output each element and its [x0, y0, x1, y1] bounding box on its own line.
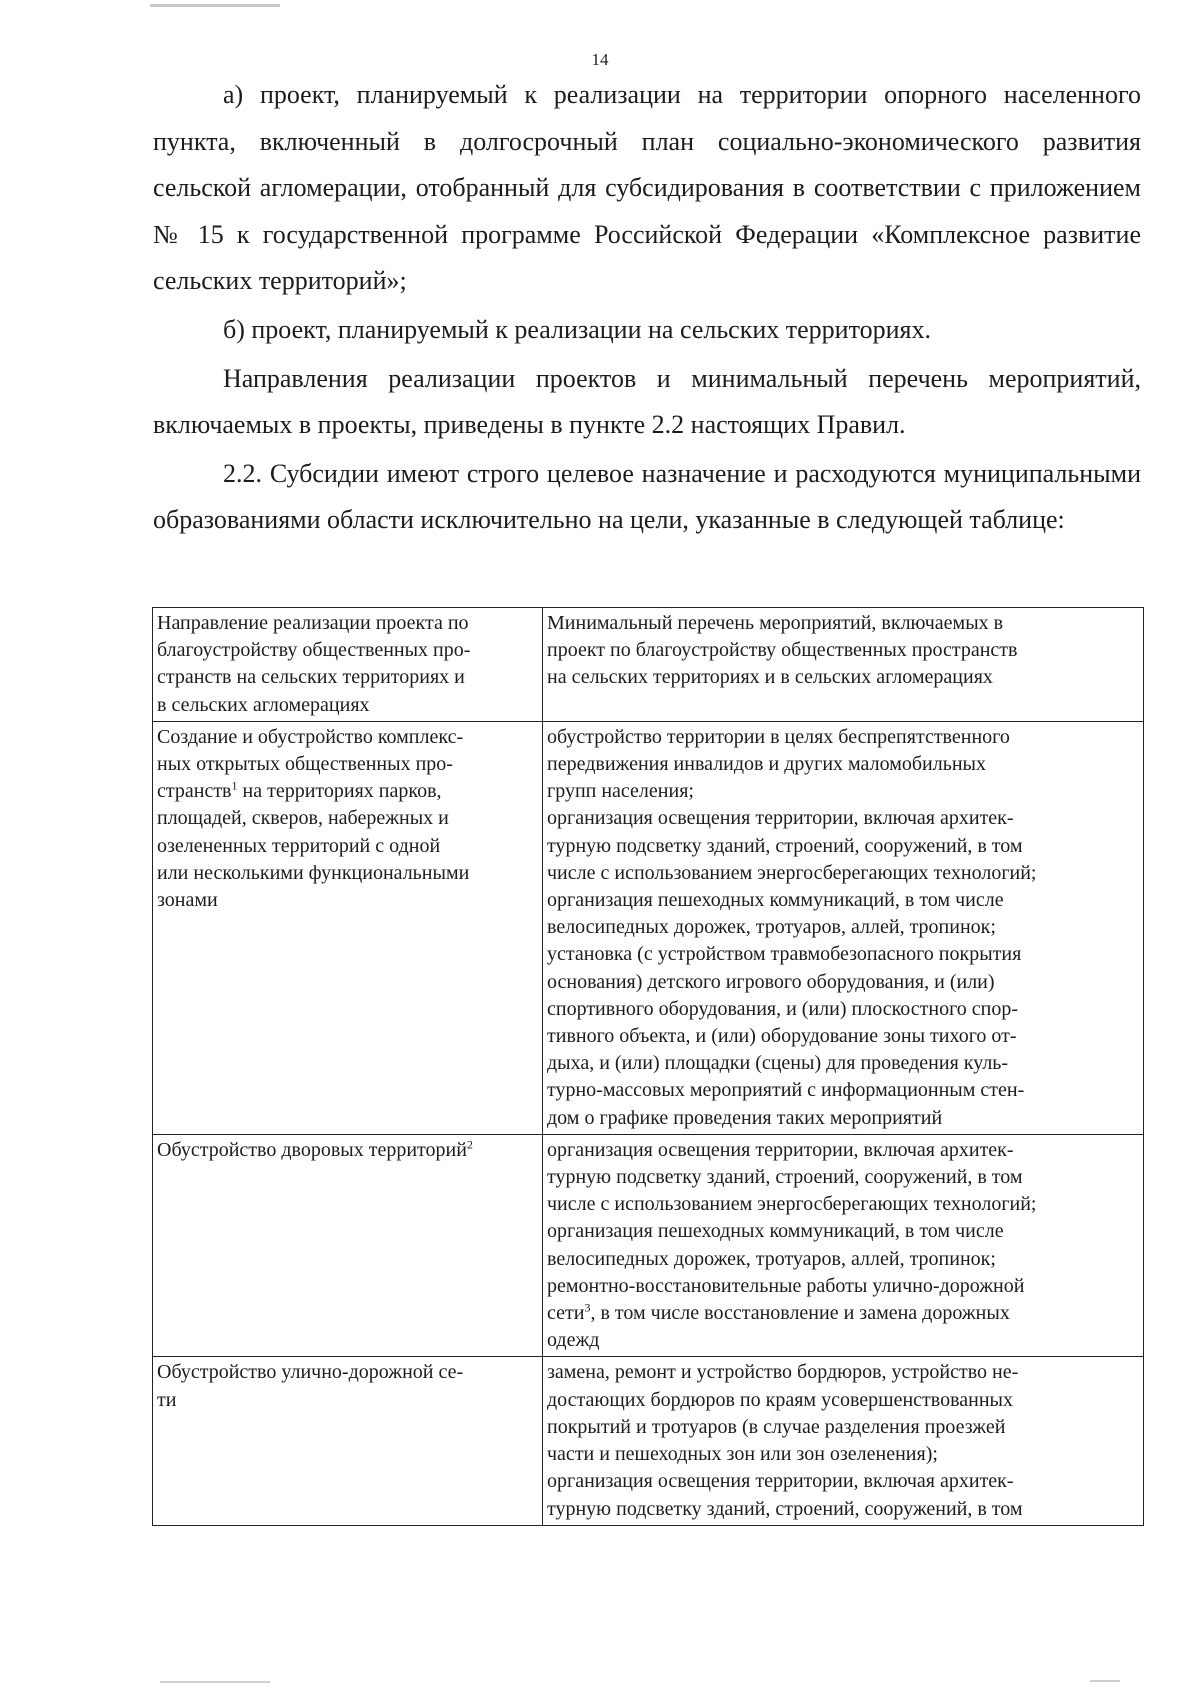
measures-line: организация освещения территории, включая архитек- — [547, 807, 1014, 830]
table-row — [153, 1357, 1144, 1525]
body-text — [153, 72, 1141, 546]
footnote-marker: 1 — [231, 778, 238, 793]
paragraph-b: б) проект, планируемый к реализации на сельских территориях. — [223, 314, 931, 344]
measures-line: передвижения инвалидов и других маломобильных — [547, 753, 986, 776]
measures-line: достающих бордюров по краям усовершенствованных — [547, 1388, 1013, 1411]
measures-line: велосипедных дорожек, тротуаров, аллей, тропинок; — [547, 1247, 996, 1270]
page-number: 14 — [591, 50, 609, 69]
measures-cell — [543, 721, 1144, 1134]
direction-text: на территориях парков, — [242, 780, 442, 803]
measures-line: организация пешеходных коммуникаций, в том числе — [547, 1220, 1004, 1243]
measures-line: дыха, и (или) площадки (сцены) для проведения куль- — [547, 1052, 1009, 1075]
paragraph-2-2: 2.2. Субсидии имеют строго целевое назначение и расходуются муниципальными образованиями области исключительно на цели, указанные в следующей таблице: — [153, 458, 1141, 535]
measures-line: покрытий и тротуаров (в случае разделения проезжей — [547, 1415, 1006, 1438]
measures-line: велосипедных дорожек, тротуаров, аллей, тропинок; — [547, 916, 996, 939]
measures-line: одежд — [547, 1329, 600, 1352]
direction-line: Создание и обустройство комплекс- — [157, 725, 464, 748]
measures-line: турную подсветку зданий, строений, сооружений, в том — [547, 1497, 1023, 1520]
measures-line: турную подсветку зданий, строений, сооружений, в том — [547, 1166, 1023, 1189]
header-measures-line: Минимальный перечень мероприятий, включаемых в — [547, 612, 1004, 634]
direction-cell — [153, 1357, 543, 1525]
measures-cell — [543, 1357, 1144, 1525]
measures-line: организация освещения территории, включая архитек- — [547, 1138, 1014, 1161]
direction-line — [157, 1137, 539, 1164]
header-measures-cell — [543, 608, 1144, 722]
paragraph-directions: Направления реализации проектов и минимальный перечень мероприятий, включаемых в проекты, приведены в пункте 2.2 настоящих Правил. — [153, 363, 1141, 440]
footnote-marker: 3 — [584, 1300, 591, 1315]
direction-cell — [153, 721, 543, 1134]
scan-artifact-bottom-right — [1090, 1680, 1120, 1682]
direction-text: странств — [157, 780, 232, 803]
measures-cell — [543, 1134, 1144, 1357]
measures-line: организация освещения территории, включая архитек- — [547, 1470, 1014, 1493]
header-measures-line: на сельских территориях и в сельских агломерациях — [547, 666, 993, 689]
measures-line: числе с использованием энергосберегающих технологий; — [547, 861, 1037, 884]
direction-cell — [153, 1134, 543, 1357]
direction-line: Обустройство улично-дорожной се- — [157, 1361, 464, 1384]
measures-line: установка (с устройством травмобезопасного покрытия — [547, 943, 1022, 966]
measures-line: турно-массовых мероприятий с информационным стен- — [547, 1079, 1025, 1102]
measures-line: основания) детского игрового оборудования, и (или) — [547, 970, 995, 993]
measures-text: , в том числе восстановление и замена дорожных — [590, 1302, 1010, 1325]
measures-line: тивного объекта, и (или) оборудование зоны тихого от- — [547, 1025, 1017, 1048]
direction-line: площадей, скверов, набережных и — [157, 807, 449, 830]
measures-line: спортивного оборудования, и (или) плоскостного спор- — [547, 997, 1019, 1020]
measures-line: групп населения; — [547, 780, 694, 803]
measures-line: обустройство территории в целях беспрепятственного — [547, 725, 1010, 748]
subsidy-table — [152, 607, 1144, 1526]
header-direction-cell — [153, 608, 543, 722]
measures-line: ремонтно-восстановительные работы улично-дорожной — [547, 1274, 1025, 1297]
direction-text: Обустройство дворовых территорий — [157, 1138, 467, 1161]
measures-text: сети — [547, 1302, 585, 1325]
header-direction-line: Направление реализации проекта по — [157, 612, 469, 634]
direction-line: ти — [157, 1388, 177, 1411]
header-direction-line: в сельских агломерациях — [157, 693, 370, 716]
table-header-row — [153, 608, 1144, 722]
measures-line: организация пешеходных коммуникаций, в том числе — [547, 889, 1004, 912]
measures-line: турную подсветку зданий, строений, сооружений, в том — [547, 834, 1023, 857]
table-row — [153, 721, 1144, 1134]
measures-line — [547, 1300, 1140, 1327]
measures-line: дом о графике проведения таких мероприятий — [547, 1106, 943, 1129]
measures-line: замена, ремонт и устройство бордюров, устройство не- — [547, 1361, 1019, 1384]
header-direction-line: странств на сельских территориях и — [157, 666, 465, 689]
scan-artifact-bottom-left — [160, 1681, 270, 1683]
header-measures-line: проект по благоустройству общественных пространств — [547, 639, 1018, 662]
scan-artifact-top — [150, 4, 280, 7]
direction-line: или несколькими функциональными — [157, 861, 470, 884]
direction-line: озелененных территорий с одной — [157, 834, 441, 857]
paragraph-a: а) проект, планируемый к реализации на территории опорного населенного пункта, включенный в долгосрочный план социально-экономического развития сельской агломерации, отобранный для субсидирования в соответствии с приложением № 15 к государственной программе Российской Федерации «Комплексное развитие сельских территорий»; — [153, 80, 1141, 296]
measures-line: части и пешеходных зон или зон озеленения); — [547, 1443, 938, 1466]
footnote-marker: 2 — [466, 1137, 473, 1152]
direction-line — [157, 778, 539, 805]
measures-line: числе с использованием энергосберегающих технологий; — [547, 1193, 1037, 1216]
direction-line: зонами — [157, 889, 218, 912]
direction-line: ных открытых общественных про- — [157, 753, 453, 776]
table-row — [153, 1134, 1144, 1357]
header-direction-line: благоустройству общественных про- — [157, 639, 471, 662]
